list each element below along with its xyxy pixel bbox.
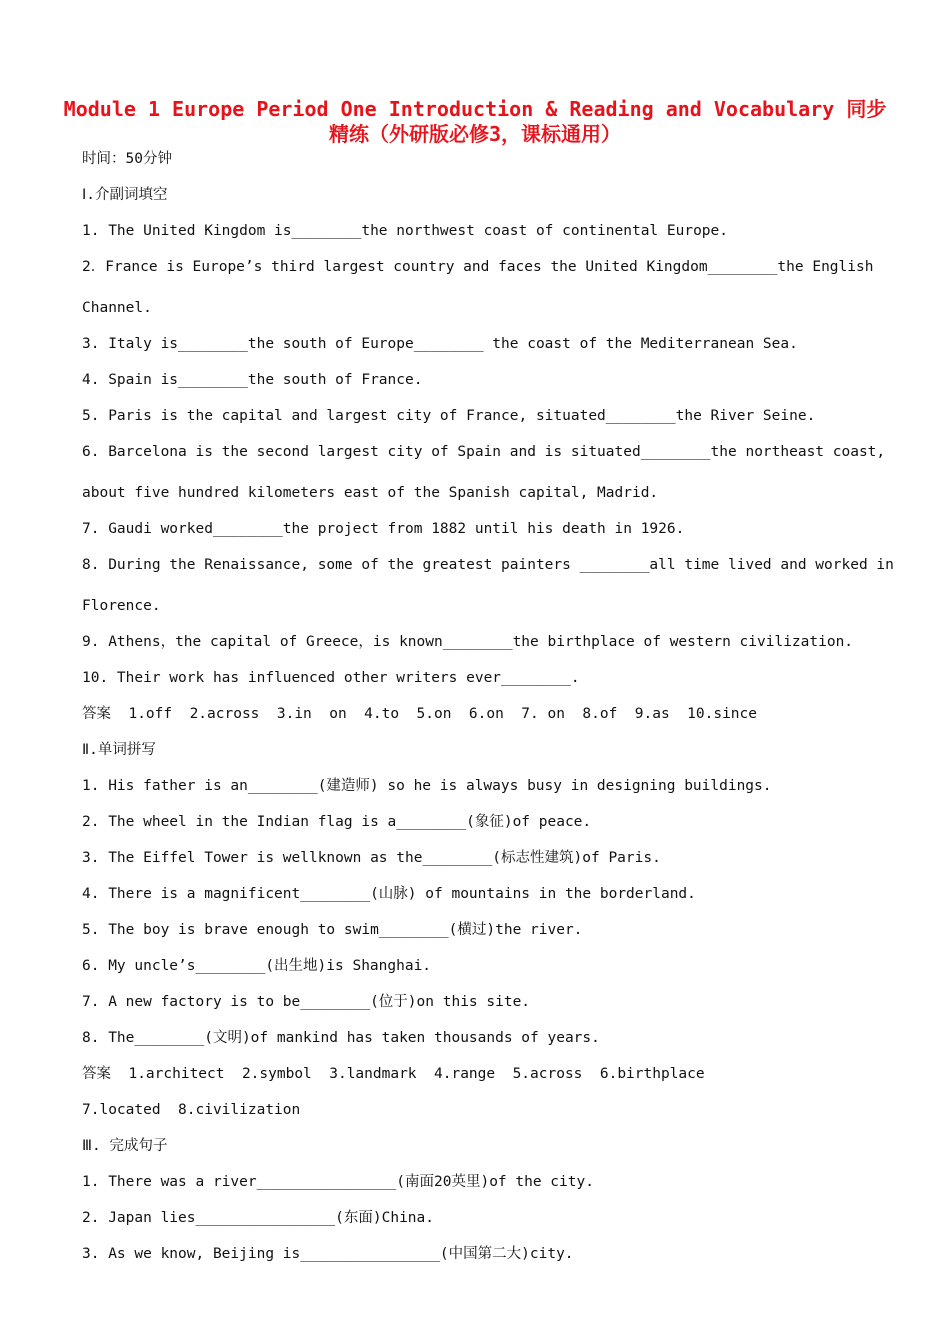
s1-question-6-line-1: 6. Barcelona is the second largest city of Spain and is situated________the northeast coast, bbox=[82, 444, 886, 460]
s2-question-5: 5. The boy is brave enough to swim________(横过)the river. bbox=[82, 922, 583, 938]
s1-question-9: 9. Athens，the capital of Greece，is known________the birthplace of western civilization. bbox=[82, 634, 854, 650]
s2-question-6: 6. My uncle’s________(出生地)is Shanghai. bbox=[82, 958, 432, 974]
s1-question-8-line-2: Florence. bbox=[82, 598, 161, 614]
section-3-heading: Ⅲ. 完成句子 bbox=[82, 1138, 168, 1154]
document-title-line-2: 精练（外研版必修3，课标通用） bbox=[328, 122, 622, 146]
s1-question-8-line-1: 8. During the Renaissance, some of the greatest painters ________all time lived and worked in bbox=[82, 557, 894, 573]
s3-question-3: 3. As we know, Beijing is________________(中国第二大)city. bbox=[82, 1246, 574, 1262]
s1-question-5: 5. Paris is the capital and largest city of France, situated________the River Seine. bbox=[82, 408, 816, 424]
s1-question-4: 4. Spain is________the south of France. bbox=[82, 372, 423, 388]
time-limit: 时间：50分钟 bbox=[82, 151, 172, 167]
s3-question-2: 2. Japan lies________________(东面)China. bbox=[82, 1210, 435, 1226]
s2-answer-key-line-2: 7.located 8.civilization bbox=[82, 1102, 301, 1118]
s3-question-1: 1. There was a river________________(南面20英里)of the city. bbox=[82, 1174, 594, 1190]
s2-answer-key-line-1: 答案 1.architect 2.symbol 3.landmark 4.range 5.across 6.birthplace bbox=[82, 1066, 705, 1082]
s1-question-2-line-1: 2．France is Europe’s third largest country and faces the United Kingdom________the English bbox=[82, 259, 874, 275]
s2-question-7: 7. A new factory is to be________(位于)on this site. bbox=[82, 994, 531, 1010]
s1-question-10: 10. Their work has influenced other writers ever________. bbox=[82, 670, 580, 686]
s2-question-3: 3. The Eiffel Tower is wellknown as the________(标志性建筑)of Paris. bbox=[82, 850, 661, 866]
section-1-heading: Ⅰ.介副词填空 bbox=[82, 187, 168, 203]
s2-question-4: 4. There is a magnificent________(山脉) of mountains in the borderland. bbox=[82, 886, 696, 902]
s2-question-8: 8. The________(文明)of mankind has taken thousands of years. bbox=[82, 1030, 600, 1046]
s1-question-3: 3. Italy is________the south of Europe________ the coast of the Mediterranean Sea. bbox=[82, 336, 798, 352]
s1-question-1: 1. The United Kingdom is________the northwest coast of continental Europe. bbox=[82, 223, 729, 239]
section-2-heading: Ⅱ.单词拼写 bbox=[82, 742, 156, 758]
s2-question-2: 2. The wheel in the Indian flag is a________(象征)of peace. bbox=[82, 814, 592, 830]
s1-answer-key: 答案 1.off 2.across 3.in on 4.to 5.on 6.on 7. on 8.of 9.as 10.since bbox=[82, 706, 758, 722]
s2-question-1: 1. His father is an________(建造师) so he is always busy in designing buildings. bbox=[82, 778, 772, 794]
s1-question-2-line-2: Channel. bbox=[82, 300, 152, 316]
s1-question-7: 7. Gaudi worked________the project from 1882 until his death in 1926. bbox=[82, 521, 685, 537]
document-title-line-1: Module 1 Europe Period One Introduction & Reading and Vocabulary 同步 bbox=[63, 97, 887, 121]
s1-question-6-line-2: about five hundred kilometers east of the Spanish capital, Madrid. bbox=[82, 485, 659, 501]
